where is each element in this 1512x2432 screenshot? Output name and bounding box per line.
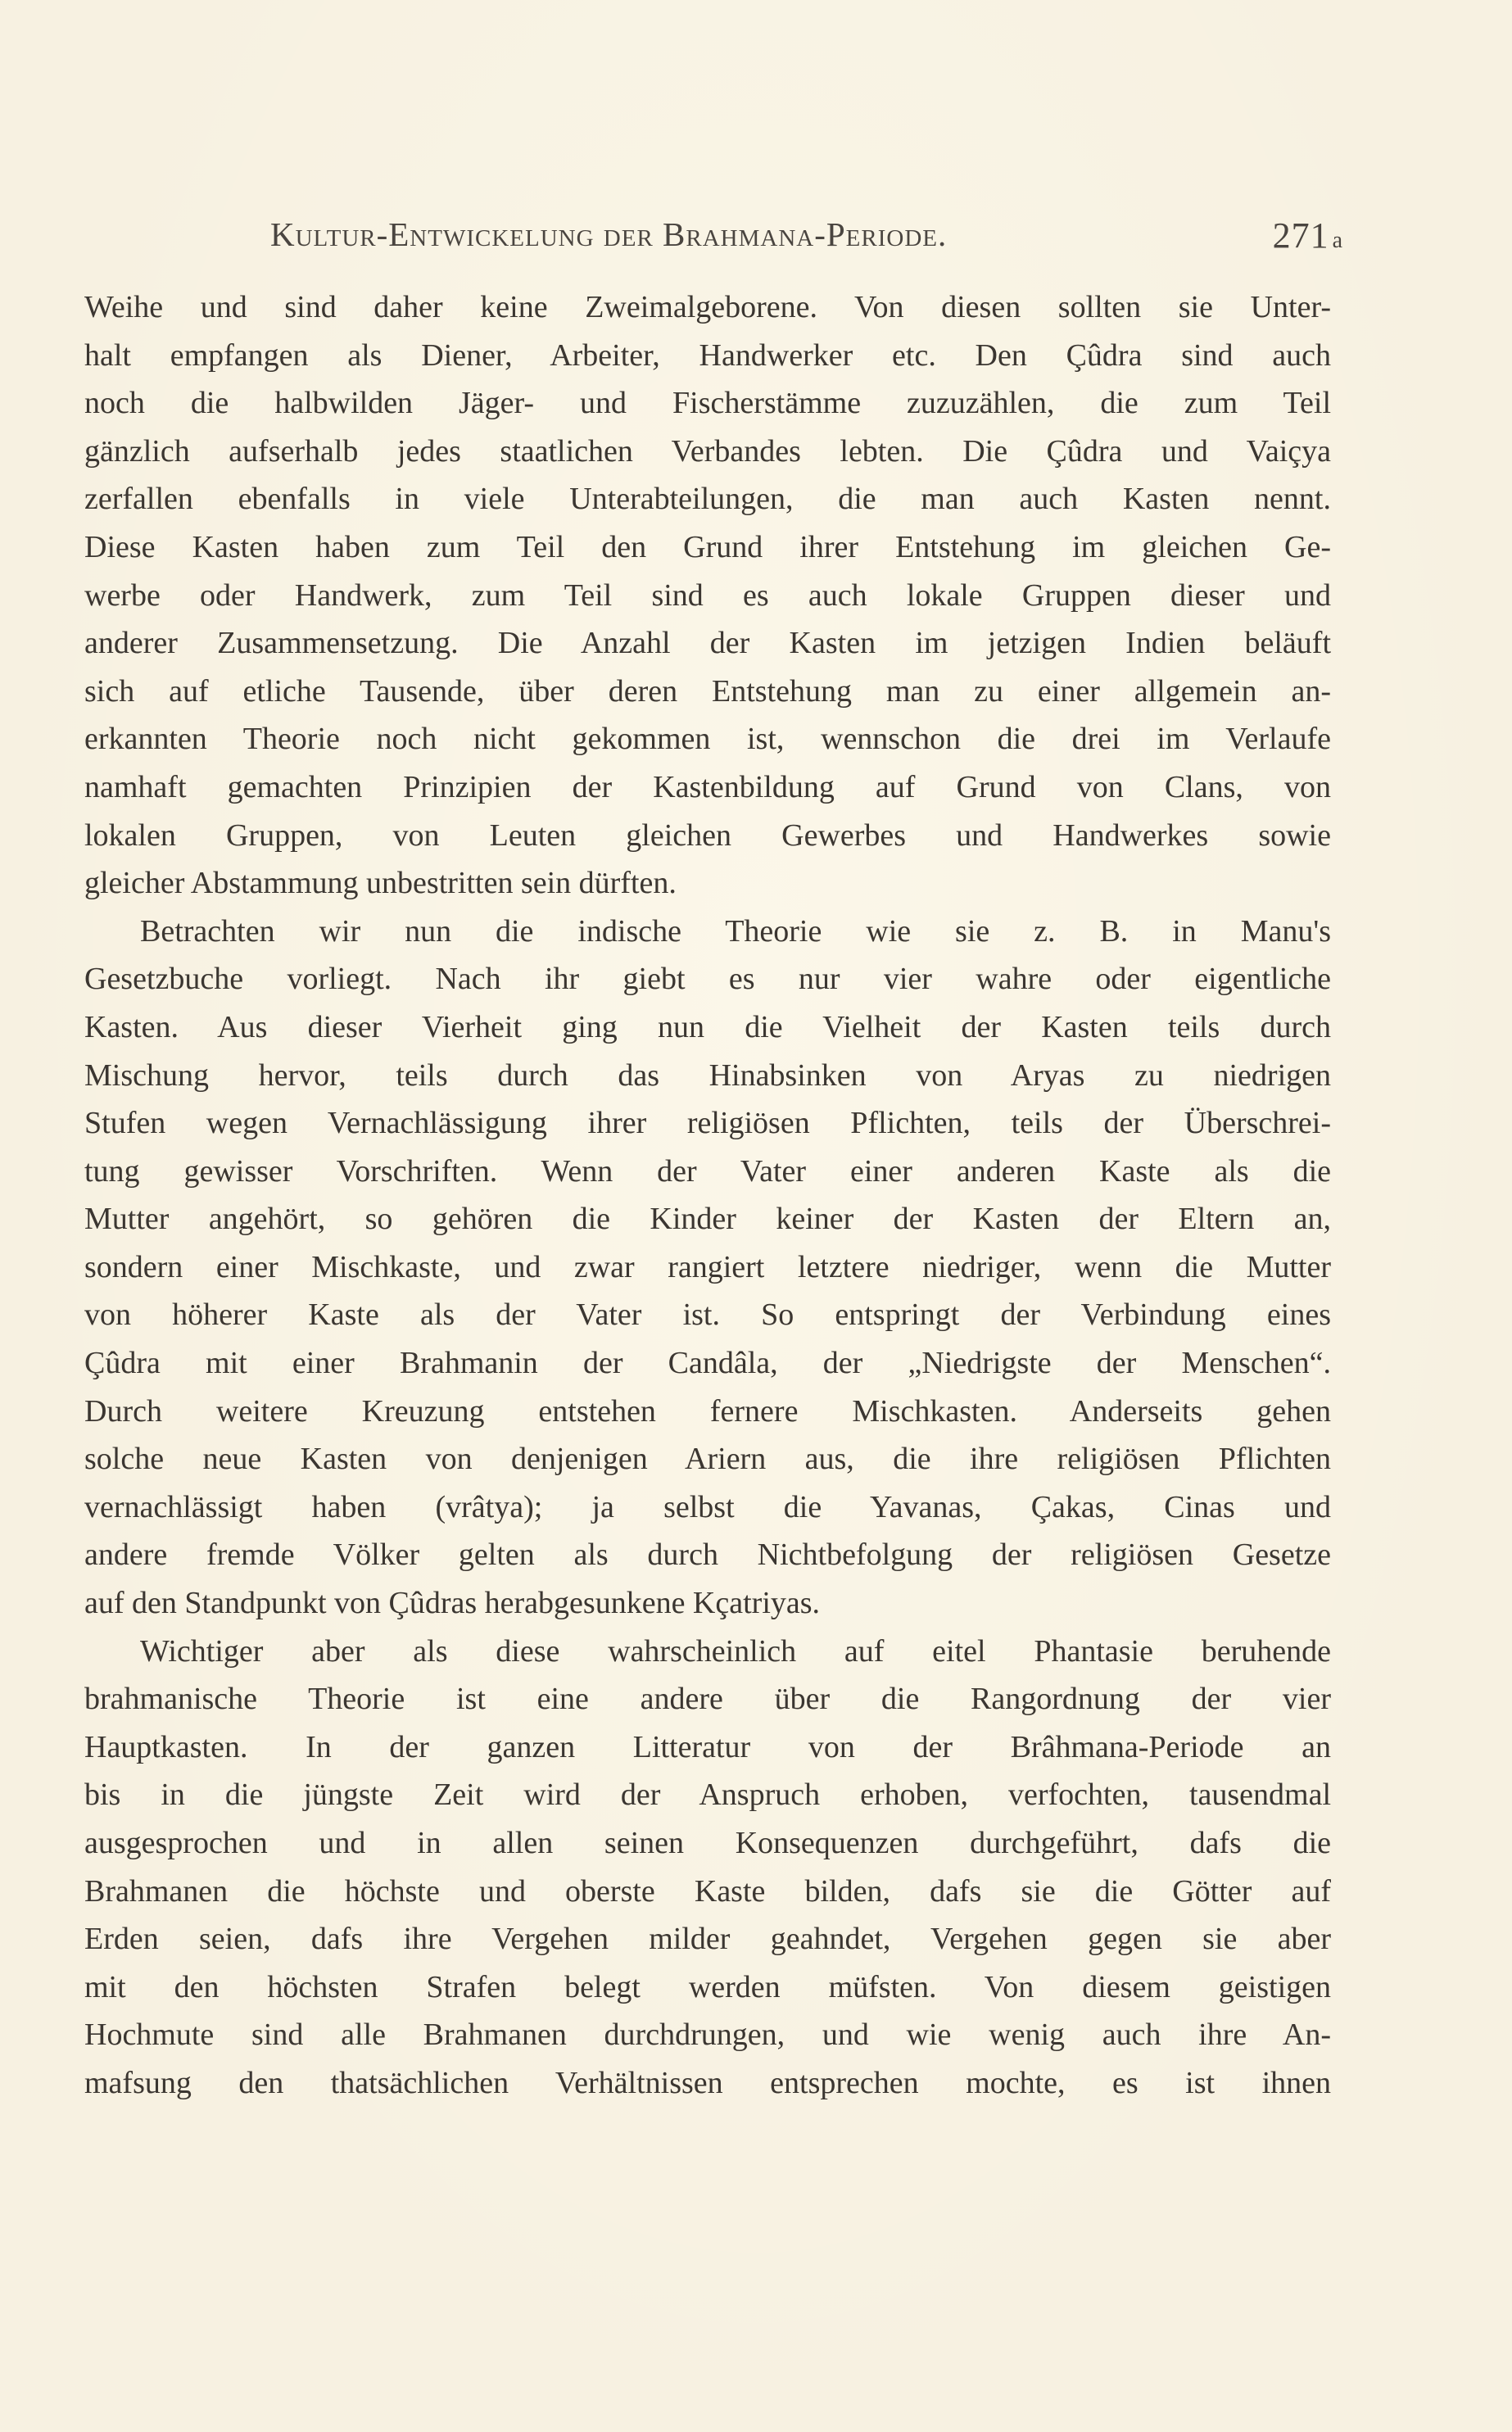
paragraph-first-line: Betrachten wir nun die indische Theorie wie sie z. B. in Manu's (140, 913, 1331, 949)
text-line: tung gewisser Vorschriften. Wenn der Vater einer anderen Kaste als die (84, 1153, 1331, 1189)
paragraph-first-line: Wichtiger aber als diese wahrscheinlich auf eitel Phantasie beruhende (140, 1633, 1331, 1669)
text-line: Weihe und sind daher keine Zweimalgeborene. Von diesen sollten sie Unter- (84, 290, 1331, 324)
text-line: mit den höchsten Strafen belegt werden müfsten. Von diesem geistigen (84, 1969, 1331, 2004)
text-line: Durch weitere Kreuzung entstehen fernere Mischkasten. Anderseits gehen (84, 1393, 1331, 1429)
text-line: sondern einer Mischkaste, und zwar rangiert letztere niedriger, wenn die Mutter (84, 1249, 1331, 1284)
text-line: gleicher Abstammung unbestritten sein dürften. (84, 866, 677, 901)
text-line: lokalen Gruppen, von Leuten gleichen Gewerbes und Handwerkes sowie (84, 817, 1331, 853)
page-header (270, 215, 1343, 260)
text-line: Hauptkasten. In der ganzen Litteratur von der Brâhmana-Periode an (84, 1729, 1331, 1764)
text-line: halt empfangen als Diener, Arbeiter, Handwerker etc. Den Çûdra sind auch (84, 337, 1331, 373)
text-line: andere fremde Völker gelten als durch Nichtbefolgung der religiösen Gesetze (84, 1538, 1331, 1573)
text-line: Gesetzbuche vorliegt. Nach ihr giebt es nur vier wahre oder eigentliche (84, 962, 1331, 997)
text-line: sich auf etliche Tausende, über deren Entstehung man zu einer allgemein an- (84, 673, 1331, 709)
text-line: Mutter angehört, so gehören die Kinder keiner der Kasten der Eltern an, (84, 1202, 1331, 1237)
text-line: namhaft gemachten Prinzipien der Kastenbildung auf Grund von Clans, von (84, 769, 1331, 804)
text-line: anderer Zusammensetzung. Die Anzahl der Kasten im jetzigen Indien beläuft (84, 626, 1331, 661)
page-number (1273, 215, 1343, 256)
text-line: Mischung hervor, teils durch das Hinabsinken von Aryas zu niedrigen (84, 1057, 1331, 1093)
text-line: erkannten Theorie noch nicht gekommen ist, wennschon die drei im Verlaufe (84, 722, 1331, 757)
page-number-suffix: a (1332, 228, 1343, 253)
text-line: werbe oder Handwerk, zum Teil sind es auch lokale Gruppen dieser und (84, 577, 1331, 613)
text-line: vernachlässigt haben (vrâtya); ja selbst die Yavanas, Çakas, Cinas und (84, 1489, 1331, 1524)
text-line: Stufen wegen Vernachlässigung ihrer religiösen Pflichten, teils der Überschrei- (84, 1106, 1331, 1141)
text-line: mafsung den thatsächlichen Verhältnissen entsprechen mochte, es ist ihnen (84, 2065, 1331, 2100)
text-line: noch die halbwilden Jäger- und Fischerstämme zuzuzählen, die zum Teil (84, 386, 1331, 421)
text-line: Diese Kasten haben zum Teil den Grund ihrer Entstehung im gleichen Ge- (84, 529, 1331, 564)
text-line: bis in die jüngste Zeit wird der Anspruch erhoben, verfochten, tausendmal (84, 1778, 1331, 1813)
text-line: brahmanische Theorie ist eine andere über die Rangordnung der vier (84, 1682, 1331, 1717)
text-line: zerfallen ebenfalls in viele Unterabteilungen, die man auch Kasten nennt. (84, 482, 1331, 517)
text-line: Kasten. Aus dieser Vierheit ging nun die Vielheit der Kasten teils durch (84, 1009, 1331, 1044)
text-line: ausgesprochen und in allen seinen Konsequenzen durchgeführt, dafs die (84, 1826, 1331, 1860)
body-text (84, 283, 1331, 2108)
text-line: Hochmute sind alle Brahmanen durchdrungen, und wie wenig auch ihre An- (84, 2018, 1331, 2053)
running-title: Kultur-Entwickelung der Brahmana-Periode. (270, 215, 948, 253)
text-line: solche neue Kasten von denjenigen Ariern aus, die ihre religiösen Pflichten (84, 1442, 1331, 1477)
text-line: Çûdra mit einer Brahmanin der Candâla, der „Niedrigste der Menschen“. (84, 1346, 1331, 1381)
text-line: von höherer Kaste als der Vater ist. So entspringt der Verbindung eines (84, 1298, 1331, 1333)
text-line: Erden seien, dafs ihre Vergehen milder geahndet, Vergehen gegen sie aber (84, 1922, 1331, 1957)
text-line: auf den Standpunkt von Çûdras herabgesunkene Kçatriyas. (84, 1586, 821, 1621)
page-number-value: 271 (1272, 215, 1329, 256)
text-line: Brahmanen die höchste und oberste Kaste bilden, dafs sie die Götter auf (84, 1873, 1331, 1909)
text-line: gänzlich aufserhalb jedes staatlichen Verbandes lebten. Die Çûdra und Vaiçya (84, 433, 1331, 469)
